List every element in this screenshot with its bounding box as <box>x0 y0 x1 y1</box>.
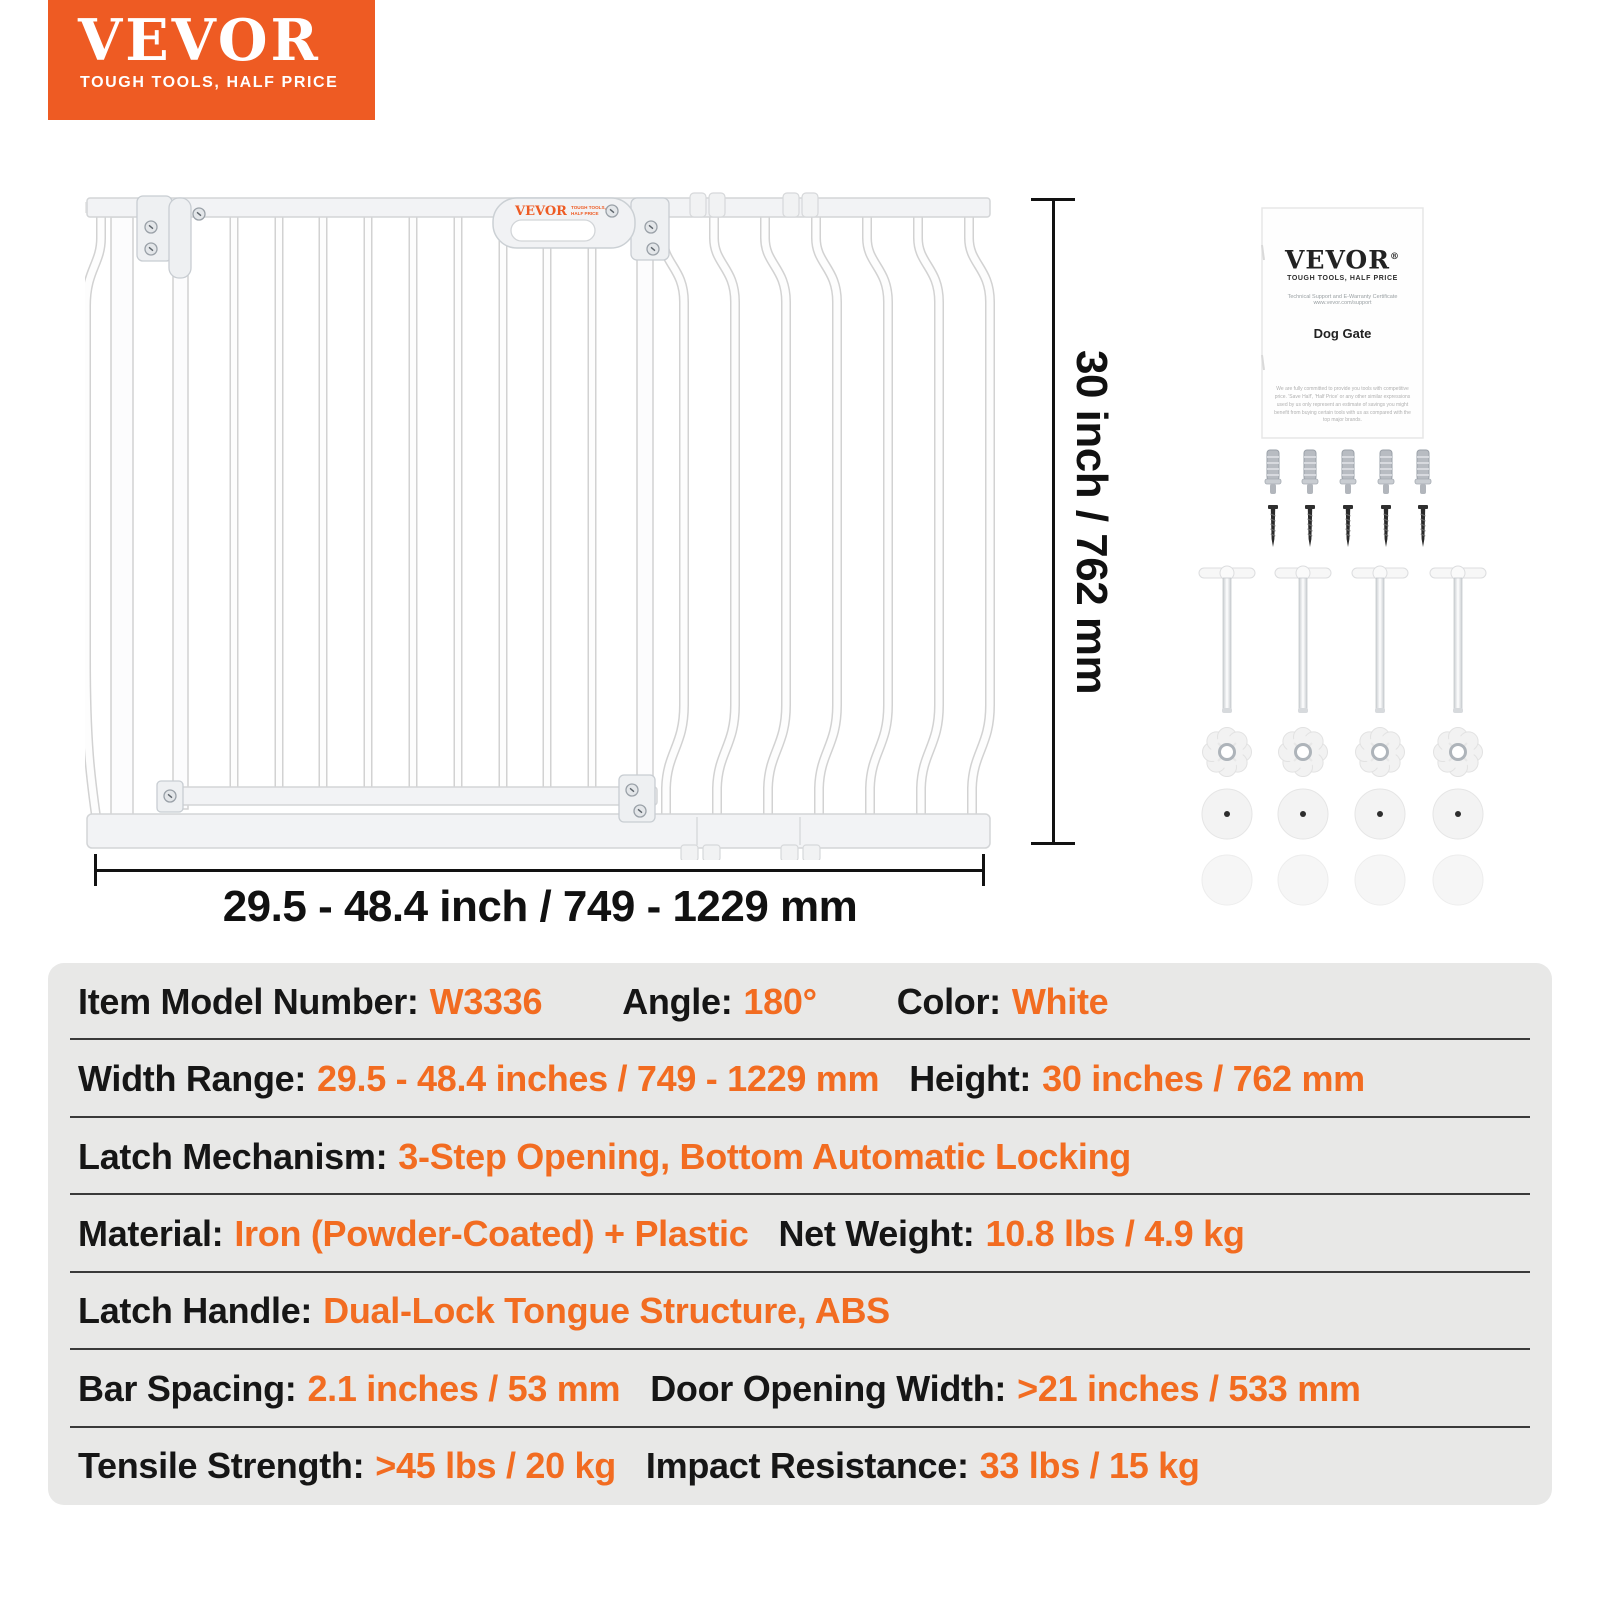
spec-value: 29.5 - 48.4 inches / 749 - 1229 mm <box>317 1058 880 1100</box>
door-hinge-stile <box>173 217 188 809</box>
spec-row-material <box>48 1195 1552 1272</box>
spec-label: Net Weight: <box>778 1212 975 1254</box>
spec-label: Height: <box>909 1058 1032 1100</box>
spec-value: 3-Step Opening, Bottom Automatic Locking <box>398 1135 1131 1177</box>
spec-value: W3336 <box>429 980 543 1022</box>
wall-anchors <box>1265 450 1431 494</box>
spec-row-strength <box>48 1428 1552 1505</box>
spindle-rods <box>1199 566 1486 713</box>
handle-brand-text: VEVOR <box>515 204 567 219</box>
manual-tagline: TOUGH TOOLS, HALF PRICE <box>1287 275 1398 283</box>
handle-grip-cutout <box>511 220 595 241</box>
spec-value: >21 inches / 533 mm <box>1017 1367 1361 1409</box>
base-rail <box>87 814 990 860</box>
manual-card-text <box>1262 208 1423 438</box>
spec-label: Door Opening Width: <box>650 1367 1007 1409</box>
latch-assembly <box>631 198 669 260</box>
handle-tagline-line1: TOUGH TOOLS, <box>571 205 606 210</box>
pressure-knobs <box>1203 728 1483 777</box>
wall-pads <box>1202 855 1483 905</box>
spec-value: Dual-Lock Tongue Structure, ABS <box>323 1290 890 1332</box>
spec-value: 2.1 inches / 53 mm <box>307 1367 621 1409</box>
spec-label: Latch Handle: <box>78 1290 313 1332</box>
spec-label: Item Model Number: <box>78 980 419 1022</box>
spec-label: Impact Resistance: <box>645 1445 969 1487</box>
height-dimension-label: 30 inch / 762 mm <box>1067 350 1116 695</box>
manual-support-line: Technical Support and E-Warranty Certificate www.vevor.com/support <box>1287 294 1398 307</box>
wall-mount-post <box>111 217 133 817</box>
width-dimension-label: 29.5 - 48.4 inch / 749 - 1229 mm <box>222 882 858 931</box>
spec-value: White <box>1011 980 1109 1022</box>
spec-value: Iron (Powder-Coated) + Plastic <box>234 1212 749 1254</box>
spec-row-latch-handle <box>48 1273 1552 1350</box>
vevor-logo-tagline: TOUGH TOOLS, HALF PRICE <box>80 74 339 91</box>
height-dimension-line <box>1052 200 1055 845</box>
spec-row-latch-mechanism <box>48 1118 1552 1195</box>
dog-gate-illustration <box>85 190 1000 860</box>
vevor-logo-badge <box>48 0 375 120</box>
vevor-logo-text: VEVOR <box>78 7 321 74</box>
spec-row-spacing <box>48 1350 1552 1427</box>
latch-handle <box>493 198 635 248</box>
manual-disclaimer: We are fully committed to provide you tools with competitive price. 'Save Half', 'Half Price' or any other similar expressions used by us only represent an estimate of savings you might benefit from buying certain tools with us as compared with the top major brands. <box>1274 386 1411 424</box>
spec-label: Width Range: <box>78 1058 307 1100</box>
mounting-screws <box>1268 505 1428 547</box>
spec-value: 30 inches / 762 mm <box>1042 1058 1365 1100</box>
spec-label: Tensile Strength: <box>78 1445 365 1487</box>
manual-title: Dog Gate <box>1313 326 1372 342</box>
spec-label: Angle: <box>622 980 733 1022</box>
spec-row-size <box>48 1040 1552 1117</box>
spec-label: Material: <box>78 1212 224 1254</box>
spec-value: 33 lbs / 15 kg <box>979 1445 1200 1487</box>
spec-value: 180° <box>743 980 817 1022</box>
spec-value: 10.8 lbs / 4.9 kg <box>985 1212 1245 1254</box>
width-dimension-line <box>95 869 985 872</box>
spec-label: Color: <box>896 980 1001 1022</box>
spec-row-model <box>48 963 1552 1040</box>
left-extension-bar <box>86 217 101 816</box>
extension-wavy-bars <box>663 217 990 814</box>
spec-value: >45 lbs / 20 kg <box>375 1445 616 1487</box>
handle-tagline-line2: HALF PRICE <box>571 211 599 216</box>
spec-label: Bar Spacing: <box>78 1367 297 1409</box>
door-latch-stile <box>637 217 653 809</box>
registered-mark: ® <box>1389 252 1400 262</box>
spec-table <box>48 963 1552 1505</box>
manual-brand-text: VEVOR® <box>1285 245 1400 275</box>
spec-label: Latch Mechanism: <box>78 1135 388 1177</box>
wall-cups <box>1202 789 1483 839</box>
door-bars <box>234 217 592 802</box>
